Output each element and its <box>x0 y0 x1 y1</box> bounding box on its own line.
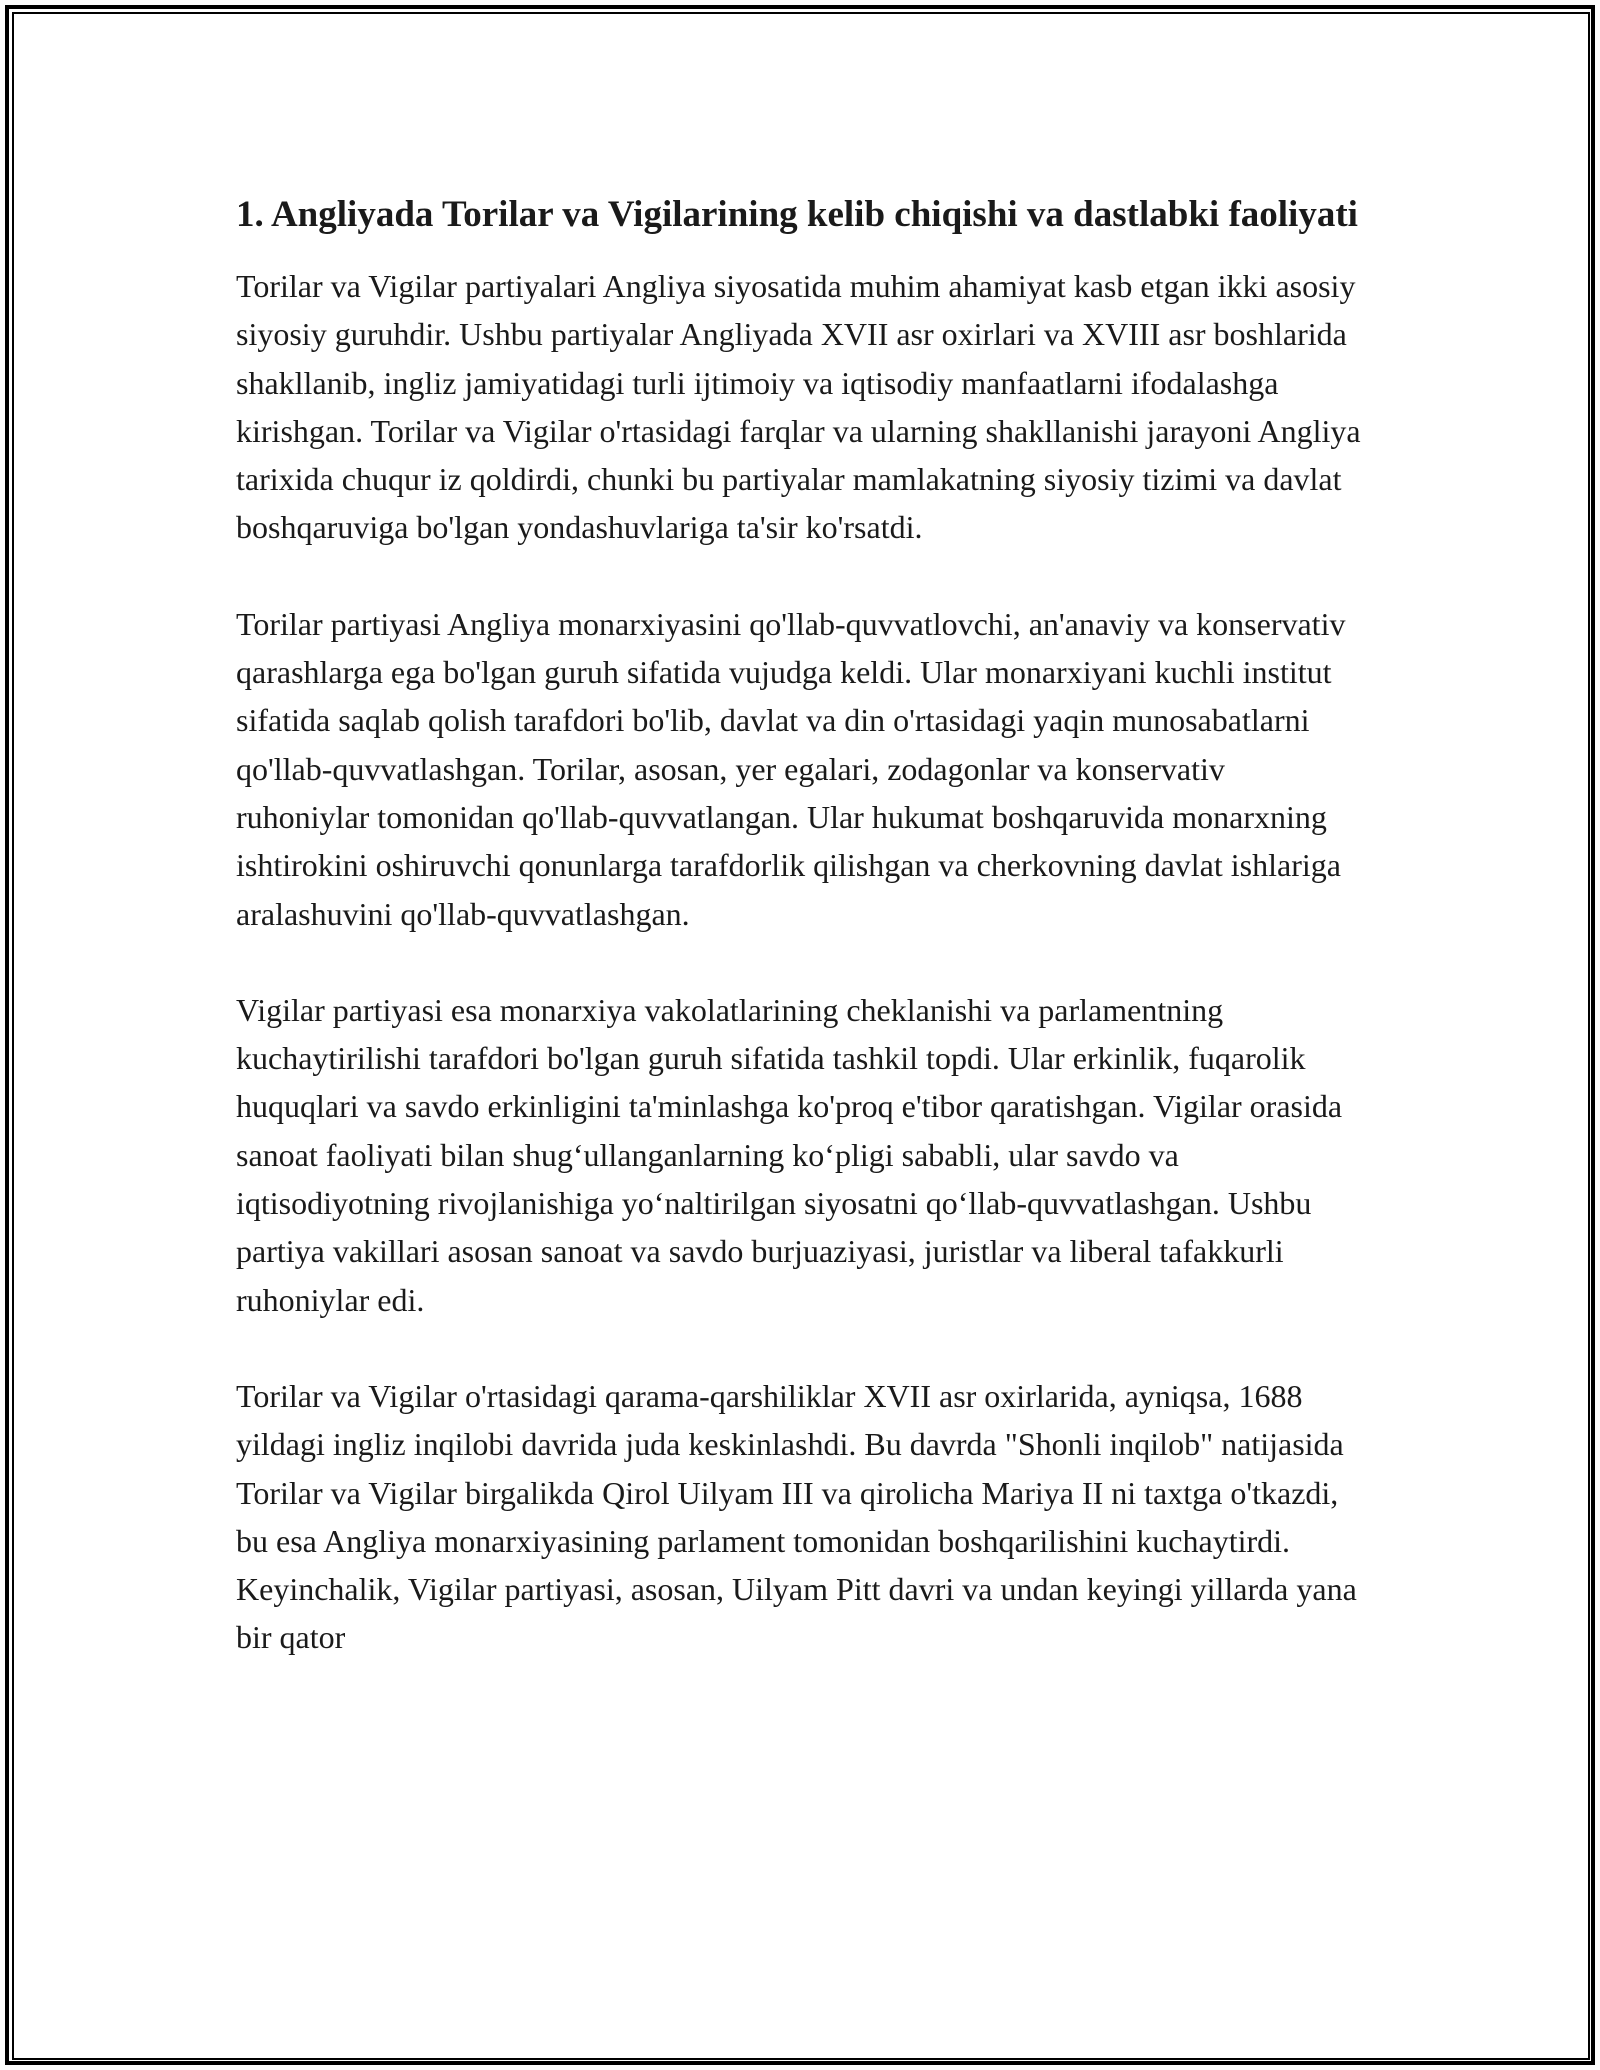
paragraph-3: Vigilar partiyasi esa monarxiya vakolatlarining cheklanishi va parlamentning kuchaytirilishi tarafdori bo'lgan guruh sifatida tashkil topdi. Ular erkinlik, fuqarolik huquqlari va savdo erkinligini ta'minlashga ko'proq e'tibor qaratishgan. Vigilar orasida sanoat faoliyati bilan shug‘ullanganlarning ko‘pligi sababli, ular savdo va iqtisodiyotning rivojlanishiga yo‘naltirilgan siyosatni qo‘llab-quvvatlashgan. Ushbu partiya vakillari asosan sanoat va savdo burjuaziyasi, juristlar va liberal tafakkurli ruhoniylar edi. <box>236 991 1343 1318</box>
paragraph-2: Torilar partiyasi Angliya monarxiyasini qo'llab-quvvatlovchi, an'anaviy va konservativ qarashlarga ega bo'lgan guruh sifatida vujudga keldi. Ular monarxiyani kuchli institut sifatida saqlab qolish tarafdori bo'lib, davlat va din o'rtasidagi yaqin munosabatlarni qo'llab-quvvatlashgan. Torilar, asosan, yer egalari, zodagonlar va konservativ ruhoniylar tomonidan qo'llab-quvvatlangan. Ular hukumat boshqaruvida monarxning ishtirokini oshiruvchi qonunlarga tarafdorlik qilishgan va cherkovning davlat ishlariga aralashuvini qo'llab-quvvatlashgan. <box>236 605 1346 932</box>
paragraph-1: Torilar va Vigilar partiyalari Angliya siyosatida muhim ahamiyat kasb etgan ikki asosiy siyosiy guruhdir. Ushbu partiyalar Angliyada XVII asr oxirlari va XVIII asr boshlarida shakllanib, ingliz jamiyatidagi turli ijtimoiy va iqtisodiy manfaatlarni ifodalashga kirishgan. Torilar va Vigilar o'rtasidagi farqlar va ularning shakllanishi jarayoni Angliya tarixida chuqur iz qoldirdi, chunki bu partiyalar mamlakatning siyosiy tizimi va davlat boshqaruviga bo'lgan yondashuvlariga ta'sir ko'rsatdi. <box>236 268 1361 546</box>
document-body <box>236 188 1366 1710</box>
paragraph-4: Torilar va Vigilar o'rtasidagi qarama-qarshiliklar XVII asr oxirlarida, ayniqsa, 1688 yildagi ingliz inqilobi davrida juda keskinlashdi. Bu davrda "Shonli inqilob" natijasida Torilar va Vigilar birgalikda Qirol Uilyam III va qirolicha Mariya II ni taxtga o'tkazdi, bu esa Angliya monarxiyasining parlament tomonidan boshqarilishini kuchaytirdi. Keyinchalik, Vigilar partiyasi, asosan, Uilyam Pitt davri va undan keyingi yillarda yana bir qator <box>236 1377 1357 1656</box>
section-heading: 1. Angliyada Torilar va Vigilarining kelib chiqishi va dastlabki faoliyati <box>236 194 1358 235</box>
